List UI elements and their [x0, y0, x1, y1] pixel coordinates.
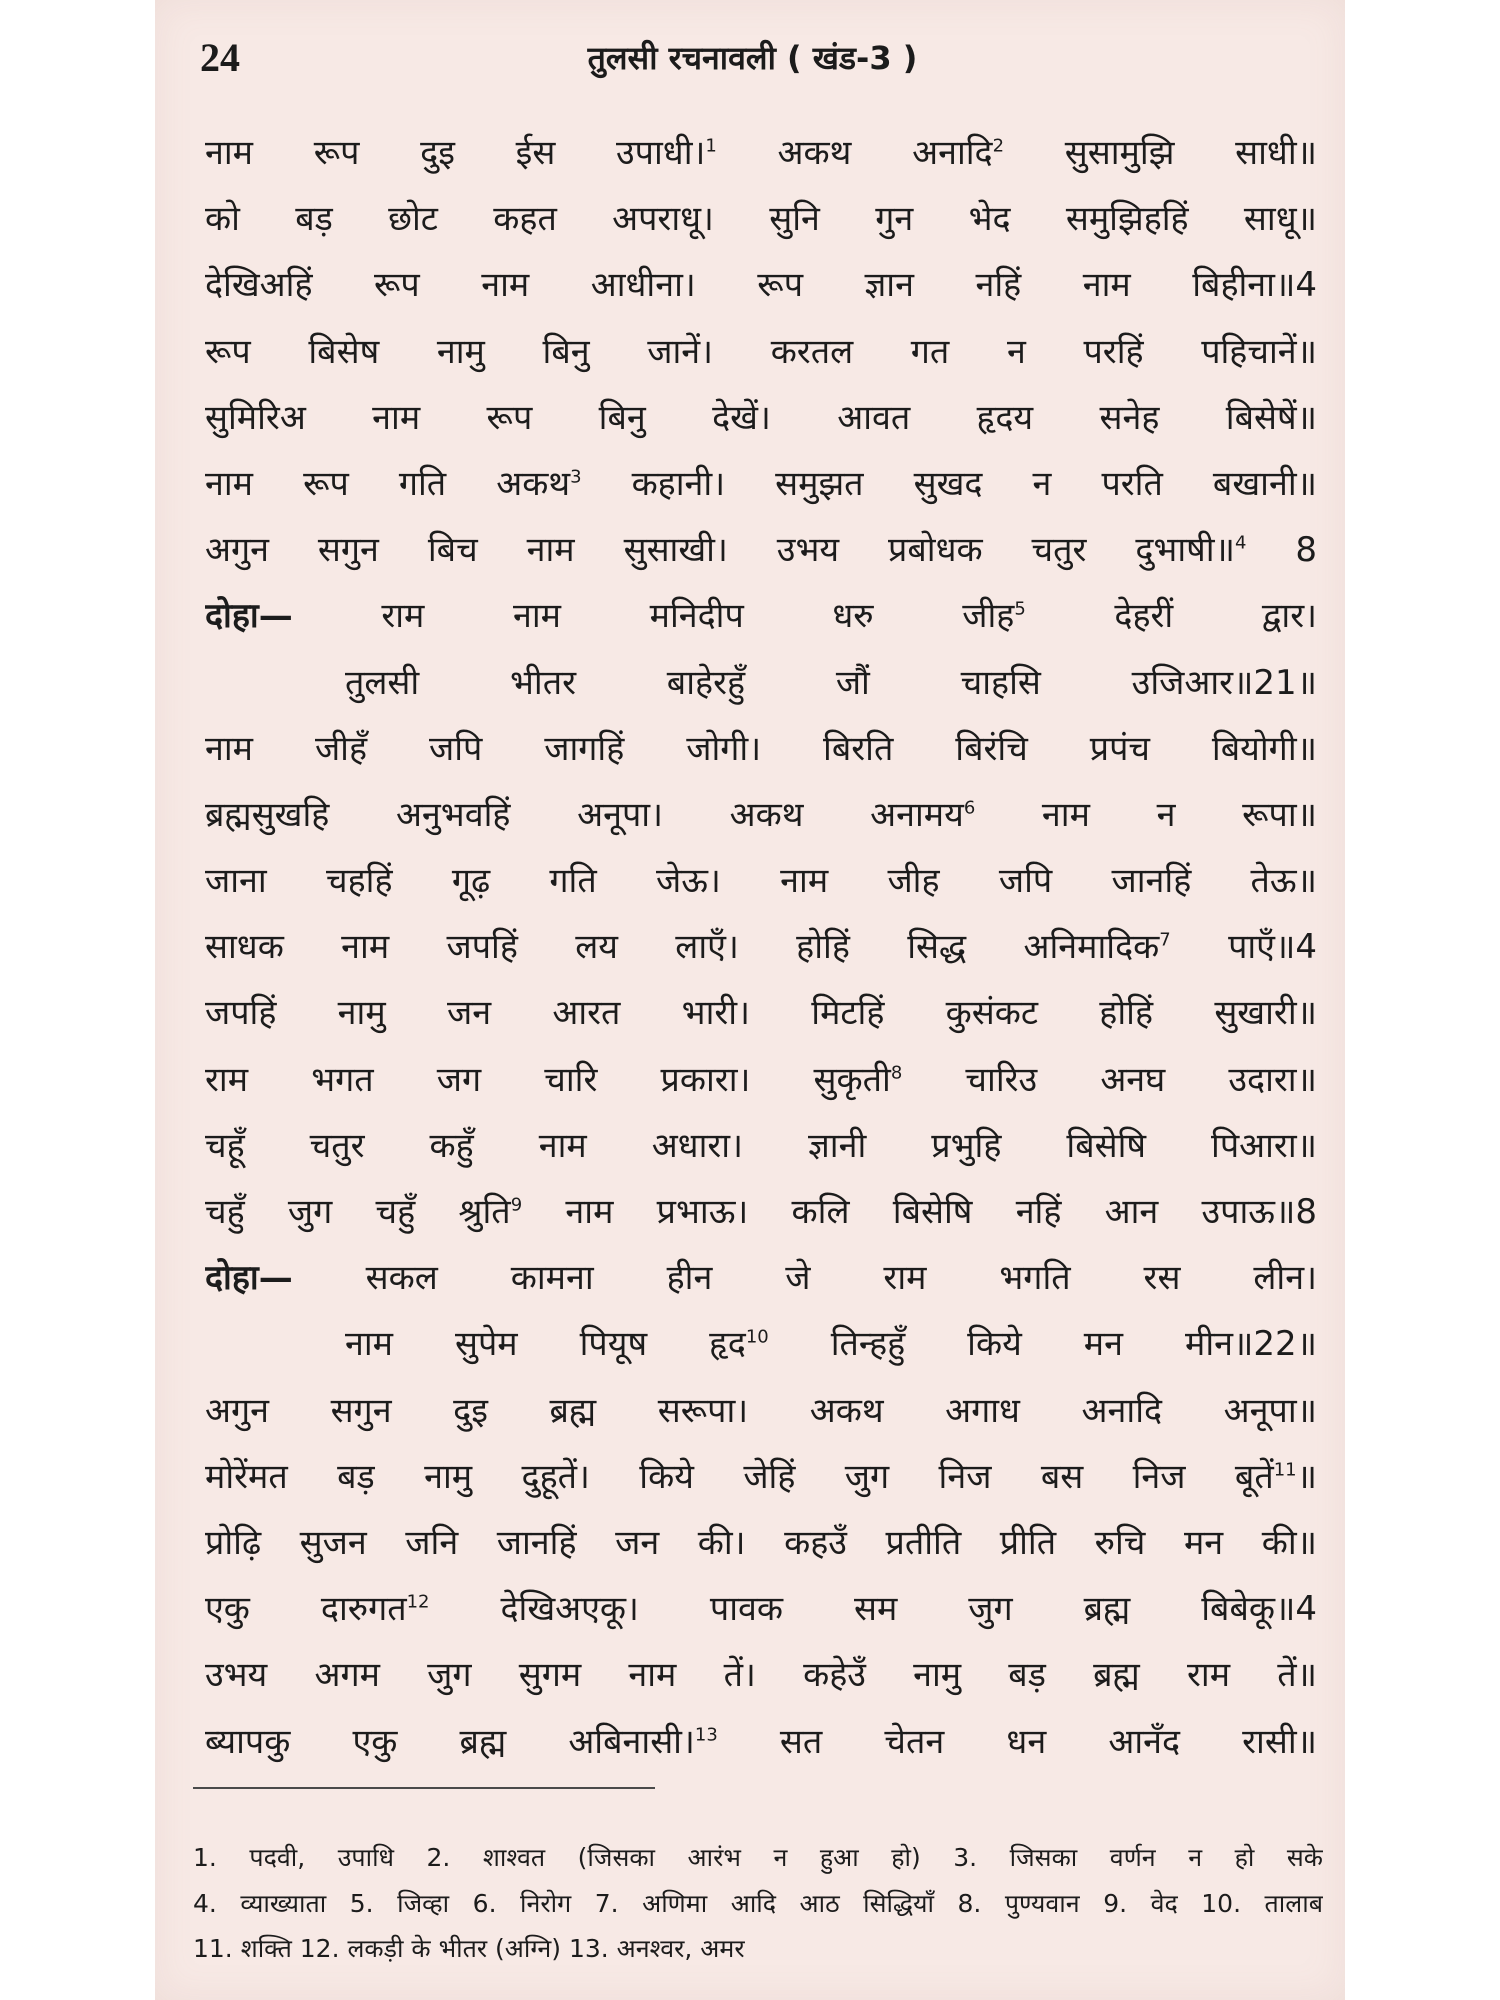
- footnote-marker: 12: [406, 1591, 430, 1613]
- page-number: 24: [200, 35, 240, 80]
- verse-text: नाम जीहँ जपि जागहिं जोगी। बिरति बिरंचि प्रपंच बियोगी॥: [205, 728, 1317, 769]
- verse-text: नाम सुपेम पियूष हृद: [345, 1324, 746, 1365]
- footnote-marker: 9: [510, 1194, 523, 1216]
- book-page: [155, 0, 1345, 2000]
- verse-text: कहानी। समुझत सुखद न परति बखानी॥: [581, 463, 1317, 504]
- doha-continuation-line: [205, 650, 1317, 716]
- verse-text: सुसामुझि साधी॥: [1004, 133, 1317, 173]
- verse-text: देहरीं द्वार।: [1025, 596, 1317, 637]
- verse-line: [205, 1047, 1317, 1113]
- verse-text: जाना चहहिं गूढ़ गति जेऊ। नाम जीह जपि जानहिं तेऊ॥: [205, 861, 1317, 902]
- verse-text: देखिअहिं रूप नाम आधीना। रूप ज्ञान नहिं नाम बिहीना॥4: [205, 265, 1317, 306]
- verse-text: सत चेतन धन आनँद रासी॥: [717, 1721, 1317, 1762]
- footnote-marker: 10: [745, 1327, 769, 1349]
- doha-line: [205, 1245, 1317, 1311]
- verse-text: चहूँ चतुर कहुँ नाम अधारा। ज्ञानी प्रभुहि बिसेषि पिआरा॥: [205, 1125, 1317, 1166]
- verse-text: राम भगत जग चारि प्रकारा। सुकृती: [205, 1059, 891, 1100]
- footnote-marker: 3: [570, 466, 582, 488]
- verse-line: [205, 848, 1317, 914]
- verse-text: सुमिरिअ नाम रूप बिनु देखें। आवत हृदय सनेह बिसेषें॥: [205, 397, 1317, 438]
- footnote-marker: 1: [705, 135, 717, 157]
- verse-line: [205, 1444, 1317, 1510]
- verse-line: [205, 782, 1317, 848]
- verse-line: [205, 914, 1317, 980]
- verse-text: तुलसी भीतर बाहेरहुँ जौं चाहसि उजिआर॥21॥: [345, 662, 1317, 703]
- verse-text: ब्रह्मसुखहि अनुभवहिं अनूपा। अकथ अनामय: [205, 794, 964, 835]
- verse-line: [205, 252, 1317, 318]
- verse-line: [205, 385, 1317, 451]
- verse-text: जपहिं नामु जन आरत भारी। मिटहिं कुसंकट होहिं सुखारी॥: [205, 993, 1317, 1034]
- verse-text: चहुँ जुग चहुँ श्रुति: [205, 1192, 511, 1232]
- footnote-divider: [193, 1787, 655, 1789]
- verse-text: नाम न रूपा॥: [975, 794, 1317, 835]
- verse-line: [205, 120, 1317, 186]
- page-header: [200, 30, 1305, 90]
- verse-line: [205, 451, 1317, 517]
- verse-line: [205, 716, 1317, 782]
- verse-text: को बड़ छोट कहत अपराधू। सुनि गुन भेद समुझिहहिं साधू॥: [205, 199, 1317, 240]
- verse-text: ॥: [1296, 1456, 1317, 1497]
- footnotes: [193, 1835, 1323, 1972]
- footnote-marker: 2: [992, 135, 1005, 157]
- verse-text: रूप बिसेष नामु बिनु जानें। करतल गत न परहिं पहिचानें॥: [205, 331, 1317, 372]
- verse-text: पाएँ॥4: [1170, 927, 1317, 968]
- verse-text: एकु दारुगत: [205, 1589, 407, 1630]
- verse-block: [205, 120, 1317, 1775]
- footnote-marker: 5: [1014, 598, 1026, 620]
- verse-line: [205, 1113, 1317, 1179]
- footnote-marker: 7: [1159, 929, 1171, 951]
- verse-text: अगुन सगुन दुइ ब्रह्म सरूपा। अकथ अगाध अनादि अनूपा॥: [205, 1390, 1317, 1431]
- verse-text: नाम रूप गति अकथ: [205, 463, 571, 504]
- doha-line: [205, 583, 1317, 649]
- verse-text: 8: [1246, 530, 1317, 571]
- running-title: तुलसी रचनावली ( खंड-3 ): [587, 39, 918, 77]
- verse-text: मोरेंमत बड़ नामु दुहूतें। किये जेहिं जुग निज बस निज बूतें: [205, 1456, 1274, 1497]
- footnote-marker: 13: [694, 1724, 718, 1746]
- doha-continuation-line: [205, 1311, 1317, 1377]
- footnote-line: 1. पदवी, उपाधि 2. शाश्वत (जिसका आरंभ न हुआ हो) 3. जिसका वर्णन न हो सके: [193, 1843, 1323, 1872]
- footnote-marker: 8: [890, 1062, 903, 1084]
- doha-label: दोहा—: [205, 1258, 293, 1299]
- verse-text: प्रोढ़ि सुजन जनि जानहिं जन की। कहउँ प्रतीति प्रीति रुचि मन की॥: [205, 1522, 1317, 1563]
- verse-line: [205, 319, 1317, 385]
- verse-text: देखिअएकू। पावक सम जुग ब्रह्म बिबेकू॥4: [429, 1589, 1317, 1630]
- verse-line: [205, 1576, 1317, 1642]
- verse-text: उभय अगम जुग सुगम नाम तें। कहेउँ नामु बड़ ब्रह्म राम तें॥: [205, 1655, 1317, 1696]
- verse-text: अकथ अनादि: [716, 133, 993, 173]
- verse-text: अगुन सगुन बिच नाम सुसाखी। उभय प्रबोधक चतुर दुभाषी॥: [205, 530, 1235, 571]
- footnote-marker: 4: [1234, 532, 1247, 554]
- verse-text: राम नाम मनिदीप धरु जीह: [292, 596, 1015, 637]
- verse-text: नाम प्रभाऊ। कलि बिसेषि नहिं आन उपाऊ॥8: [522, 1192, 1317, 1232]
- verse-line: [205, 1378, 1317, 1444]
- verse-text: ब्यापकु एकु ब्रह्म अबिनासी।: [205, 1721, 695, 1762]
- footnote-marker: 11: [1273, 1459, 1297, 1481]
- footnote-line: 11. शक्ति 12. लकड़ी के भीतर (अग्नि) 13. अनश्वर, अमर: [193, 1934, 745, 1963]
- verse-line: [205, 1709, 1317, 1775]
- doha-label: दोहा—: [205, 596, 293, 637]
- verse-line: [205, 517, 1317, 583]
- footnote-line: 4. व्याख्याता 5. जिव्हा 6. निरोग 7. अणिमा आदि आठ सिद्धियाँ 8. पुण्यवान 9. वेद 10. तालाब: [193, 1888, 1323, 1918]
- footnote-marker: 6: [963, 797, 976, 819]
- verse-text: नाम रूप दुइ ईस उपाधी।: [205, 133, 706, 173]
- verse-line: [205, 1510, 1317, 1576]
- verse-line: [205, 980, 1317, 1046]
- verse-text: चारिउ अनघ उदारा॥: [902, 1059, 1317, 1100]
- verse-line: [205, 1642, 1317, 1708]
- verse-line: [205, 1179, 1317, 1245]
- verse-text: तिन्हहुँ किये मन मीन॥22॥: [768, 1324, 1317, 1365]
- verse-text: साधक नाम जपहिं लय लाएँ। होहिं सिद्ध अनिमादिक: [205, 927, 1160, 968]
- verse-text: सकल कामना हीन जे राम भगति रस लीन।: [292, 1258, 1317, 1299]
- verse-line: [205, 186, 1317, 252]
